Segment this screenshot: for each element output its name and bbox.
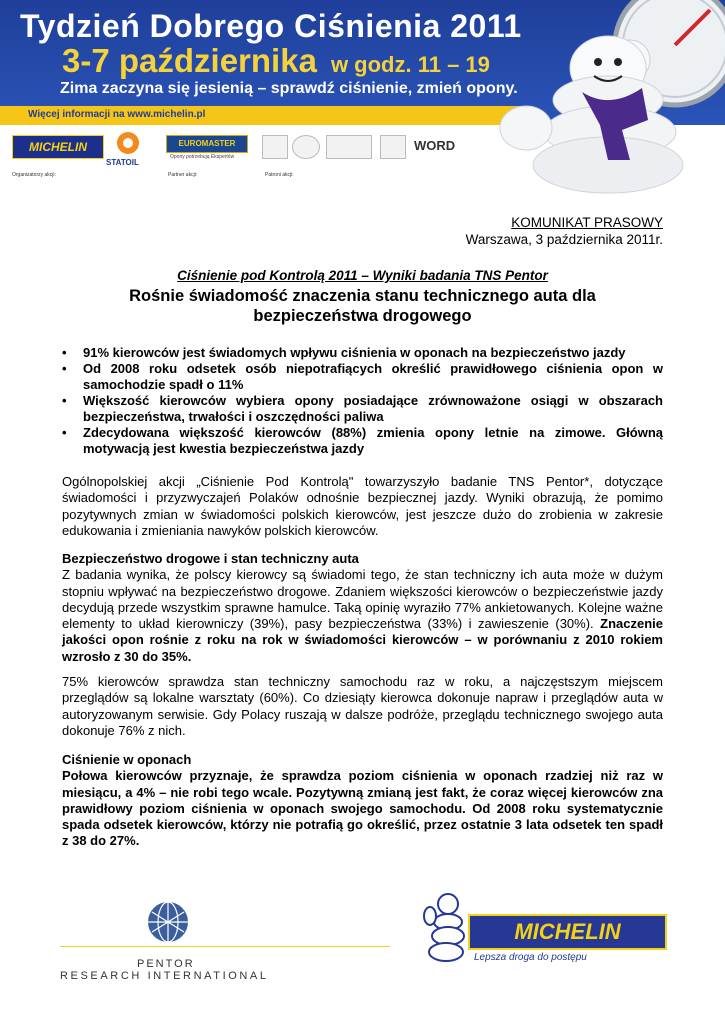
patron-logo-krajowa-rada — [326, 135, 372, 159]
michelin-slogan: Lepsza droga do postępu — [474, 952, 587, 963]
press-release-label: KOMUNIKAT PRASOWY — [511, 215, 663, 230]
footer-divider — [60, 946, 390, 947]
list-item: • Większość kierowców wybiera opony posiadające zrównoważone osiągi w obszarach bezpieczeństwa, trwałości i oszczędności paliwa — [62, 393, 663, 425]
patron-logo-its — [262, 135, 288, 159]
sponsors-strip — [0, 125, 500, 185]
banner-url: Więcej informacji na www.michelin.pl — [28, 109, 206, 120]
section-road-safety — [62, 551, 663, 665]
euromaster-logo: EUROMASTER — [166, 135, 248, 153]
inspection-paragraph: 75% kierowców sprawdza stan techniczny samochodu raz w roku, a najczęstszym miejscem przeglądów są lokalne warsztaty (60%). Co dziesiąty kierowca dokonuje napraw i przeglądów auta w autoryzowanym serwisie. Gdy Polacy ruszają w dalsze podróże, przeglądu technicznego swojego auta dokonuje 76% z nich. — [62, 674, 663, 738]
banner-url-strip — [0, 106, 520, 125]
patron-logo-word: WORD — [414, 135, 458, 157]
banner-title: Tydzień Dobrego Ciśnienia 2011 — [20, 8, 522, 44]
section-heading: Bezpieczeństwo drogowe i stan techniczny auta — [62, 551, 359, 566]
partner-label: Partner akcji: — [168, 172, 198, 178]
banner-subtitle: Zima zaczyna się jesienią – sprawdź ciśnienie, zmień opony. — [60, 80, 518, 97]
statoil-logo-text: STATOIL — [106, 158, 139, 167]
organizers-label: Organizatorzy akcji: — [12, 172, 56, 178]
intro-paragraph: Ogólnopolskiej akcji „Ciśnienie Pod Kontrolą" towarzyszyło badanie TNS Pentor*, dotyczące świadomości i przyzwyczajeń Polaków odnośnie bezpiecznej jazdy. Wyniki obrazują, że pomimo pozytywnych zmian w świadomości polskich kierowców, jest jeszcze dużo do zrobienia w zakresie edukowania i zmieniania nawyków polskich kierowców. — [62, 474, 663, 538]
michelin-logo: MICHELIN — [12, 135, 104, 159]
list-item: • Od 2008 roku odsetek osób niepotrafiących określić prawidłowego ciśnienia opon w samochodzie spadł o 11% — [62, 361, 663, 393]
banner-hours: w godz. 11 – 19 — [330, 52, 490, 77]
list-item: • Zdecydowana większość kierowców (88%) zmienia opony letnie na zimowe. Główną motywacją jest kwestia bezpieczeństwa jazdy — [62, 425, 663, 457]
pentor-subname: RESEARCH INTERNATIONAL — [60, 970, 269, 982]
banner-dates — [62, 42, 490, 80]
document-subtitle: Ciśnienie pod Kontrolą 2011 – Wyniki badania TNS Pentor — [177, 268, 548, 283]
banner-date-range: 3-7 października — [62, 42, 317, 79]
document-headline: Rośnie świadomość znaczenia stanu technicznego auta dla bezpieczeństwa drogowego — [129, 287, 596, 325]
bibendum-mascot-icon — [490, 0, 725, 200]
place-date: Warszawa, 3 października 2011r. — [465, 232, 663, 247]
list-item: • 91% kierowców jest świadomych wpływu ciśnienia w oponach na bezpieczeństwo jazdy — [62, 345, 663, 361]
section-heading: Ciśnienie w oponach — [62, 752, 192, 767]
euromaster-tagline: Opony potrzebują Ekspertów — [170, 154, 235, 160]
key-findings-list — [62, 345, 663, 457]
patron-logo-word-badge — [380, 135, 406, 159]
section-tire-pressure — [62, 752, 663, 850]
section-text: Z badania wynika, że polscy kierowcy są świadomi tego, że stan techniczny ich auta może w dużym stopniu wpływać na bezpieczeństwo drogowe. Zdaniem większości kierowców o bezpieczeństwie jazdy decydują przede wszystkim sprawne hamulce. Taką opinię wyraziło 77% ankietowanych. Kolejne ważne elementy to układ kierowniczy (39%), pasy bezpieczeństwa (33%) i zawieszenie (30%). — [62, 567, 663, 632]
section-bold-text: Połowa kierowców przyznaje, że sprawdza poziom ciśnienia w oponach rzadziej niż raz w miesiącu, a 4% – nie robi tego wcale. Pozytywną zmianą jest fakt, że coraz więcej kierowców zna prawidłowy poziom ciśnienia w oponach swojego samochodu. Od 2008 roku systematycznie spada odsetek kierowców, którzy nie potrafią go określić, przez ostatnie 3 lata odsetek ten spadł z 38 do 27%. — [62, 768, 663, 849]
michelin-footer-logo: MICHELIN — [468, 914, 667, 950]
pentor-name: PENTOR — [137, 958, 195, 970]
section-bold-text: Znaczenie jakości opon rośnie z roku na rok w świadomości kierowców – w porównaniu z 2010 rokiem wzrosło z 30 do 35%. — [62, 616, 663, 664]
patron-logo-police — [292, 135, 320, 159]
patrons-label: Patroni akcji: — [265, 172, 294, 178]
